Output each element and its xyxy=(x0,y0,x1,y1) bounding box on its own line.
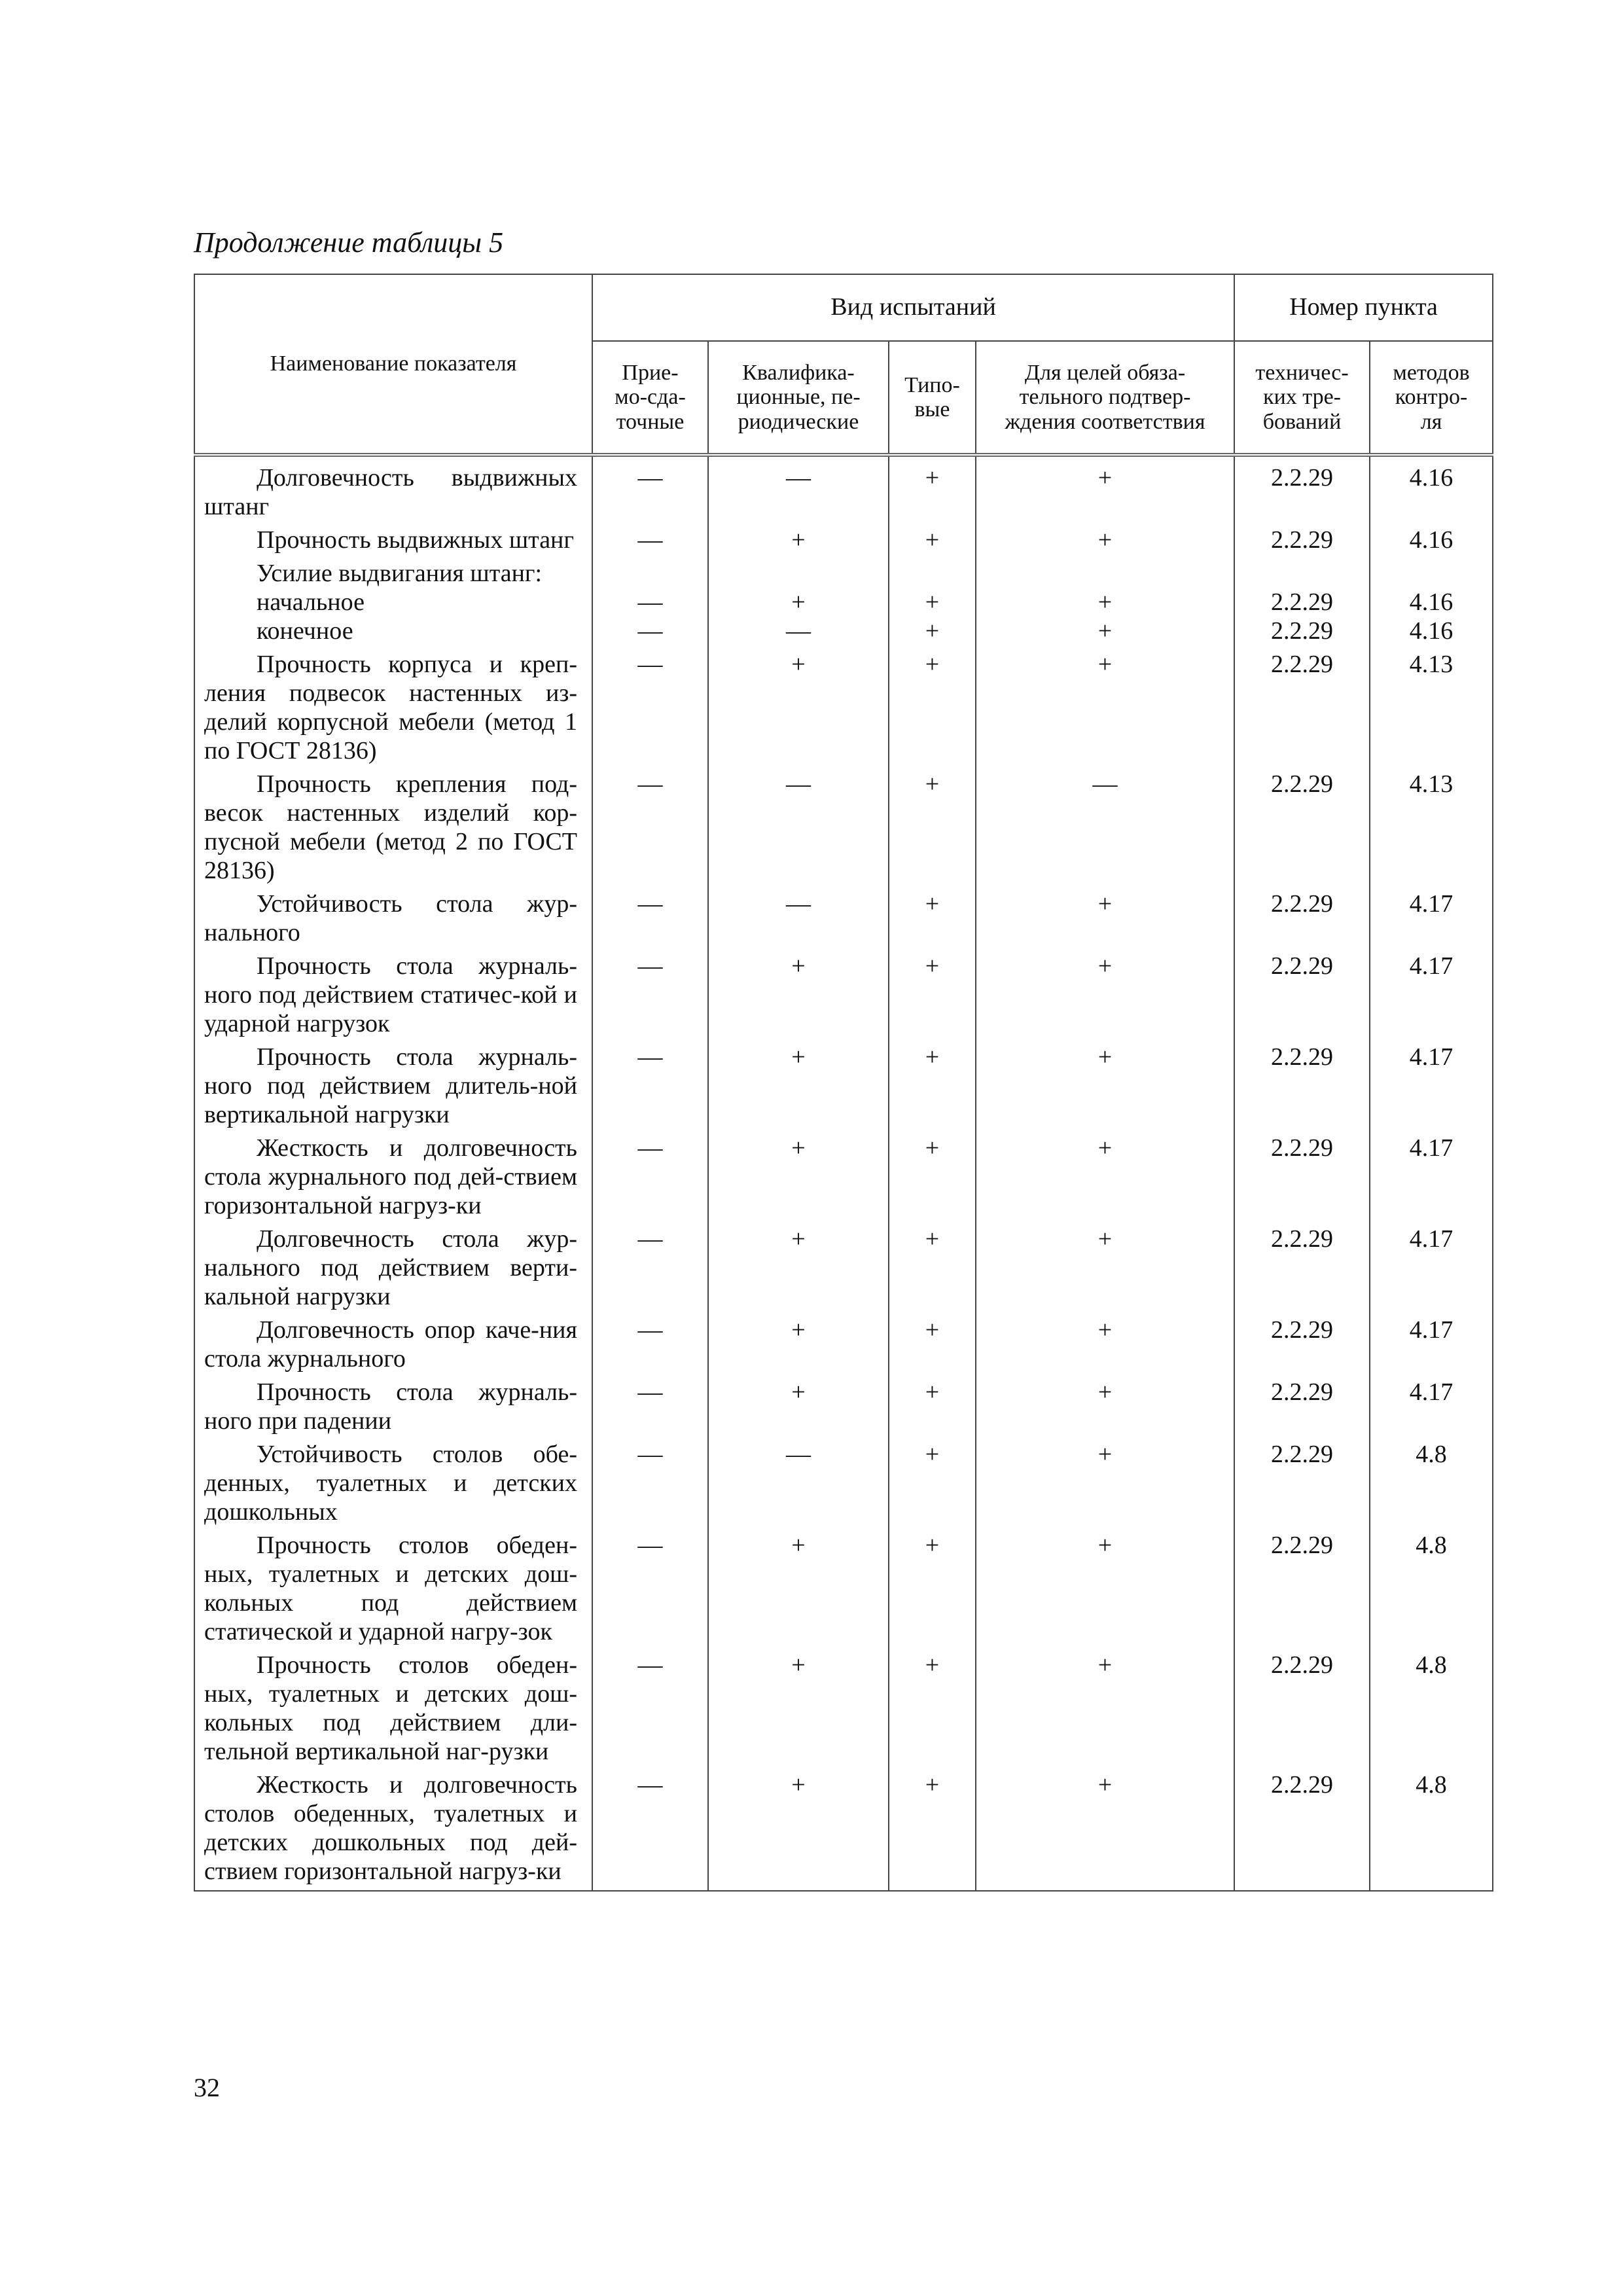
qualification-cell: + xyxy=(791,952,806,980)
methods-cell xyxy=(1374,559,1488,588)
acceptance-cell: — xyxy=(637,890,663,918)
type-cell: + xyxy=(925,1316,940,1344)
acceptance-cell: — xyxy=(637,1441,663,1468)
methods-cell: 4.16 xyxy=(1409,588,1454,616)
methods-cell: 4.17 xyxy=(1409,1316,1454,1344)
qualification-cell: — xyxy=(786,1441,811,1468)
requirements-cell: 2.2.29 xyxy=(1271,1043,1334,1071)
type-cell: + xyxy=(925,651,940,678)
acceptance-cell: — xyxy=(637,1532,663,1559)
methods-cell: 4.8 xyxy=(1416,1532,1447,1559)
type-cell: + xyxy=(925,890,940,918)
acceptance-cell: — xyxy=(637,1225,663,1253)
table-row xyxy=(194,1043,1493,1134)
indicator-name: Прочность крепления под-весок настенных изделий кор-пусной мебели (метод 2 по ГОСТ 28136) xyxy=(204,770,577,884)
table-row xyxy=(194,559,1493,650)
conformity-cell: + xyxy=(1097,1378,1113,1406)
table-body xyxy=(194,455,1493,1891)
acceptance-cell: — xyxy=(637,526,663,554)
table-row xyxy=(194,650,1493,770)
requirements-cell: 2.2.29 xyxy=(1271,1134,1334,1162)
acceptance-cell: — xyxy=(637,1651,663,1679)
table-row xyxy=(194,1770,1493,1891)
qualification-cell: — xyxy=(786,464,811,492)
requirements-cell: 2.2.29 xyxy=(1271,770,1334,798)
header-item-number-group: Номер пункта xyxy=(1234,274,1493,341)
conformity-cell: + xyxy=(1097,1441,1113,1468)
conformity-cell: + xyxy=(1097,1532,1113,1559)
qualification-cell: — xyxy=(786,770,811,798)
qualification-cell xyxy=(713,559,884,588)
methods-cell: 4.13 xyxy=(1409,770,1454,798)
header-requirements: техничес- ких тре- бований xyxy=(1255,360,1349,434)
conformity-cell: + xyxy=(1097,1134,1113,1162)
header-test-type-group: Вид испытаний xyxy=(592,274,1234,341)
qualification-cell: + xyxy=(791,1316,806,1344)
qualification-cell: + xyxy=(791,1651,806,1679)
requirements-cell: 2.2.29 xyxy=(1271,1651,1334,1679)
indicator-name: Прочность столов обеден-ных, туалетных и детских дош-кольных под действием дли-тельной вертикальной наг-рузки xyxy=(204,1651,577,1765)
type-cell: + xyxy=(925,1441,940,1468)
table-row xyxy=(194,770,1493,889)
table-row xyxy=(194,1531,1493,1651)
methods-cell: 4.16 xyxy=(1409,526,1454,554)
qualification-cell: + xyxy=(791,588,806,616)
acceptance-cell: — xyxy=(637,1316,663,1344)
acceptance-cell: — xyxy=(637,1378,663,1406)
acceptance-cell: — xyxy=(637,464,663,492)
methods-cell: 4.16 xyxy=(1409,464,1454,492)
indicator-name: Устойчивость столов обе-денных, туалетных и детских дошкольных xyxy=(204,1441,577,1526)
conformity-cell: + xyxy=(1097,1771,1113,1799)
indicator-name: Усилие выдвигания штанг: xyxy=(257,560,543,587)
conformity-cell: + xyxy=(1097,1225,1113,1253)
acceptance-cell: — xyxy=(637,588,663,616)
table-row xyxy=(194,1378,1493,1440)
acceptance-cell: — xyxy=(637,1771,663,1799)
methods-cell: 4.13 xyxy=(1409,651,1454,678)
qualification-cell: — xyxy=(786,890,811,918)
conformity-cell: + xyxy=(1097,617,1113,645)
conformity-cell: + xyxy=(1097,526,1113,554)
indicator-name: Прочность стола журналь-ного при падении xyxy=(204,1378,577,1435)
requirements-cell: 2.2.29 xyxy=(1271,526,1334,554)
qualification-cell: — xyxy=(786,617,811,645)
qualification-cell: + xyxy=(791,526,806,554)
qualification-cell: + xyxy=(791,1134,806,1162)
header-methods: методов контро- ля xyxy=(1393,360,1470,434)
requirements-cell: 2.2.29 xyxy=(1271,1316,1334,1344)
type-cell: + xyxy=(925,1225,940,1253)
indicator-name: Прочность выдвижных штанг xyxy=(257,526,574,554)
requirements-cell: 2.2.29 xyxy=(1271,952,1334,980)
type-cell: + xyxy=(925,952,940,980)
acceptance-cell: — xyxy=(637,1134,663,1162)
table-row xyxy=(194,1316,1493,1378)
methods-cell: 4.16 xyxy=(1409,617,1454,645)
table-row xyxy=(194,1134,1493,1225)
conformity-cell: — xyxy=(1092,770,1118,798)
qualification-cell: + xyxy=(791,1225,806,1253)
type-cell: + xyxy=(925,464,940,492)
conformity-cell: + xyxy=(1097,651,1113,678)
methods-cell: 4.17 xyxy=(1409,890,1454,918)
requirements-cell: 2.2.29 xyxy=(1271,464,1334,492)
indicators-table xyxy=(194,274,1493,1892)
type-cell: + xyxy=(925,1651,940,1679)
indicator-subitem: конечное xyxy=(257,617,353,645)
qualification-cell: + xyxy=(791,1771,806,1799)
acceptance-cell: — xyxy=(637,952,663,980)
methods-cell: 4.8 xyxy=(1416,1441,1447,1468)
acceptance-cell xyxy=(597,559,704,588)
requirements-cell: 2.2.29 xyxy=(1271,651,1334,678)
type-cell: + xyxy=(925,1771,940,1799)
indicator-name: Прочность стола журналь-ного под действием статичес-кой и ударной нагрузок xyxy=(204,952,577,1037)
conformity-cell: + xyxy=(1097,952,1113,980)
indicator-name: Прочность корпуса и креп-ления подвесок настенных из-делий корпусной мебели (метод 1 по ГОСТ 28136) xyxy=(204,651,577,764)
methods-cell: 4.17 xyxy=(1409,1225,1454,1253)
acceptance-cell: — xyxy=(637,617,663,645)
header-qualification: Квалифика- ционные, пе- риодические xyxy=(736,360,861,434)
methods-cell: 4.17 xyxy=(1409,1378,1454,1406)
requirements-cell: 2.2.29 xyxy=(1271,890,1334,918)
type-cell: + xyxy=(925,770,940,798)
type-cell: + xyxy=(925,526,940,554)
header-conformity: Для целей обяза- тельного подтвер- ждения соответствия xyxy=(1005,360,1205,434)
methods-cell: 4.8 xyxy=(1416,1651,1447,1679)
acceptance-cell: — xyxy=(637,651,663,678)
type-cell: + xyxy=(925,1532,940,1559)
methods-cell: 4.17 xyxy=(1409,1043,1454,1071)
methods-cell: 4.8 xyxy=(1416,1771,1447,1799)
qualification-cell: + xyxy=(791,1532,806,1559)
type-cell: + xyxy=(925,617,940,645)
requirements-cell xyxy=(1239,559,1365,588)
requirements-cell: 2.2.29 xyxy=(1271,1225,1334,1253)
type-cell: + xyxy=(925,1378,940,1406)
requirements-cell: 2.2.29 xyxy=(1271,1771,1334,1799)
conformity-cell xyxy=(980,559,1230,588)
methods-cell: 4.17 xyxy=(1409,1134,1454,1162)
table-row xyxy=(194,455,1493,526)
conformity-cell: + xyxy=(1097,890,1113,918)
qualification-cell: + xyxy=(791,1378,806,1406)
indicator-name: Долговечность опор каче-ния стола журнального xyxy=(204,1316,577,1372)
requirements-cell: 2.2.29 xyxy=(1271,1532,1334,1559)
requirements-cell: 2.2.29 xyxy=(1271,1441,1334,1468)
methods-cell: 4.17 xyxy=(1409,952,1454,980)
table-row xyxy=(194,526,1493,559)
header-type: Типо- вые xyxy=(904,372,960,422)
header-indicator-name: Наименование показателя xyxy=(194,274,592,455)
indicator-name: Долговечность выдвижных штанг xyxy=(204,464,577,520)
conformity-cell: + xyxy=(1097,1651,1113,1679)
indicator-name: Прочность стола журналь-ного под действием длитель-ной вертикальной нагрузки xyxy=(204,1043,577,1128)
table-row xyxy=(194,952,1493,1043)
conformity-cell: + xyxy=(1097,1043,1113,1071)
type-cell xyxy=(893,559,971,588)
table-caption: Продолжение таблицы 5 xyxy=(194,226,504,259)
table-row xyxy=(194,1440,1493,1531)
qualification-cell: + xyxy=(791,1043,806,1071)
acceptance-cell: — xyxy=(637,1043,663,1071)
indicator-name: Долговечность стола жур-нального под действием верти-кальной нагрузки xyxy=(204,1225,577,1310)
table-row xyxy=(194,1225,1493,1316)
conformity-cell: + xyxy=(1097,588,1113,616)
header-acceptance: Прие- мо-сда- точные xyxy=(615,360,686,434)
requirements-cell: 2.2.29 xyxy=(1271,617,1334,645)
indicator-name: Устойчивость стола жур-нального xyxy=(204,890,577,946)
conformity-cell: + xyxy=(1097,1316,1113,1344)
type-cell: + xyxy=(925,1134,940,1162)
requirements-cell: 2.2.29 xyxy=(1271,588,1334,616)
table-row xyxy=(194,1651,1493,1770)
page-number: 32 xyxy=(194,2073,220,2102)
qualification-cell: + xyxy=(791,651,806,678)
conformity-cell: + xyxy=(1097,464,1113,492)
table-row xyxy=(194,889,1493,952)
requirements-cell: 2.2.29 xyxy=(1271,1378,1334,1406)
indicator-subitem: начальное xyxy=(257,588,365,616)
indicator-name: Жесткость и долговечность стола журнального под дей-ствием горизонтальной нагруз-ки xyxy=(204,1134,577,1219)
type-cell: + xyxy=(925,1043,940,1071)
acceptance-cell: — xyxy=(637,770,663,798)
type-cell: + xyxy=(925,588,940,616)
indicator-name: Прочность столов обеден-ных, туалетных и детских дош-кольных под действием статической и ударной нагру-зок xyxy=(204,1532,577,1645)
indicator-name: Жесткость и долговечность столов обеденных, туалетных и детских дошкольных под дей-ствием горизонтальной нагруз-ки xyxy=(204,1771,577,1885)
